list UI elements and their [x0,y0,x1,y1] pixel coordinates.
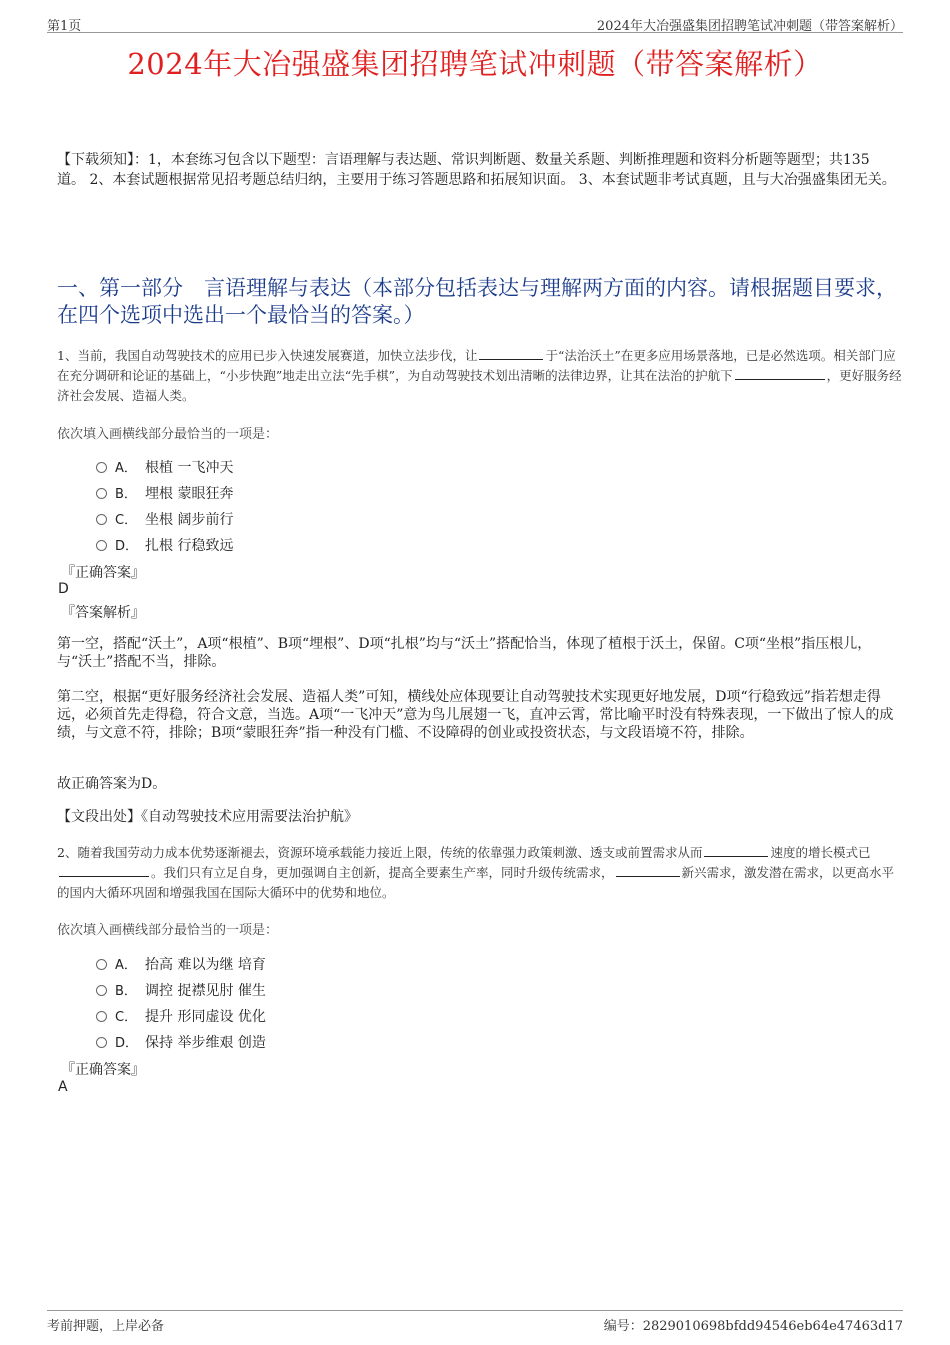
question-2-part-4: 新兴需求，激发潜在需求，以更高水平的国内大循环巩固和增强我国在国际大循环中的优势和地位。 [57,865,895,900]
question-1-analysis-1: 第一空，搭配“沃土”，A项“根植”、B项“埋根”、D项“扎根”均与“沃土”搭配恰当，体现了植根于沃土，保留。C项“坐根”指压根儿，与“沃土”搭配不当，排除。 [57,636,872,670]
question-1-analysis-3: 故正确答案为D。 [57,776,167,792]
question-1-analysis-2: 第二空，根据“更好服务经济社会发展、造福人类”可知，横线处应体现要让自动驾驶技术实现更好地发展，D项“行稳致远”指若想走得远，必须首先走得稳，符合文意，当选。A项“一飞冲天”意为鸟儿展翅一飞，直冲云霄，常比喻平时没有特殊表现，一下做出了惊人的成绩，与文意不符，排除；B项“蒙眼狂奔”指一种没有门槛、不设障碍的创业或投资状态，与文段语境不符，排除。 [57,689,894,741]
question-1-answer: D [58,581,69,597]
download-notice: 【下载须知】：1，本套练习包含以下题型：言语理解与表达题、常识判断题、数量关系题、判断推理题和资料分析题等题型；共135道。 2、本套试题根据常见招考题总结归纳，主要用于练习答题思路和拓展知识面。 3、本套试题非考试真题，且与大冶强盛集团无关。 [57,152,896,188]
footer-slogan: 考前押题，上岸必备 [47,1319,165,1334]
question-2-part-2: 速度的增长模式已 [770,845,871,860]
question-1-option-d[interactable]: D． 扎根 行稳致远 [96,535,233,555]
radio-icon[interactable] [96,959,107,970]
radio-icon[interactable] [96,540,107,551]
question-1-text [57,346,902,406]
page-number: 第1页 [47,19,82,34]
fill-blank [479,347,543,360]
question-2-option-c[interactable]: C． 提升 形同虚设 优化 [96,1006,266,1026]
question-1-part-3: ，更好服务经济社会发展、造福人类。 [57,368,902,403]
question-2-answer-label: 『正确答案』 [61,1062,145,1078]
footer-doc-id: 编号：2829010698bfdd94546eb64e47463d17 [603,1319,903,1334]
radio-icon[interactable] [96,1011,107,1022]
section-heading: 一、第一部分 言语理解与表达（本部分包括表达与理解两方面的内容。请根据题目要求，在四个选项中选出一个最恰当的答案。） [57,276,897,327]
radio-icon[interactable] [96,985,107,996]
page-footer [47,1310,903,1334]
question-1-part-1: 1、当前，我国自动驾驶技术的应用已步入快速发展赛道，加快立法步伐，让 [57,348,478,363]
document-title: 2024年大冶强盛集团招聘笔试冲刺题（带答案解析） [127,47,823,81]
radio-icon[interactable] [96,514,107,525]
question-1-source: 【文段出处】《自动驾驶技术应用需要法治护航》 [57,809,358,825]
radio-icon[interactable] [96,462,107,473]
question-2-part-3: 。我们只有立足自身，更加强调自主创新，提高全要素生产率，同时升级传统需求， [151,865,614,880]
radio-icon[interactable] [96,1037,107,1048]
question-2-prompt: 依次填入画横线部分最恰当的一项是： [57,923,279,938]
fill-blank [704,844,768,857]
question-2-text [57,843,902,903]
fill-blank [616,864,680,877]
question-1-part-2: 于“法治沃土”在更多应用场景落地，已是必然选项。相关部门应在充分调研和论证的基础上，“小步快跑”地走出立法“先手棋”，为自动驾驶技术划出清晰的法律边界，让其在法治的护航下 [57,348,896,383]
fill-blank [59,864,149,877]
question-2-part-1: 2、随着我国劳动力成本优势逐渐褪去，资源环境承载能力接近上限，传统的依靠强力政策刺激、透支或前置需求从而 [57,845,703,860]
question-1-option-b[interactable]: B． 埋根 蒙眼狂奔 [96,483,233,503]
question-1-prompt: 依次填入画横线部分最恰当的一项是： [57,427,279,442]
page-header [47,14,903,33]
header-doc-title: 2024年大冶强盛集团招聘笔试冲刺题（带答案解析） [596,19,903,34]
radio-icon[interactable] [96,488,107,499]
question-2-option-b[interactable]: B． 调控 捉襟见肘 催生 [96,980,266,1000]
fill-blank [735,367,825,380]
question-1-option-a[interactable]: A． 根植 一飞冲天 [96,457,233,477]
question-2-option-d[interactable]: D． 保持 举步维艰 创造 [96,1032,266,1052]
question-2-answer: A [58,1079,68,1095]
question-1-option-c[interactable]: C． 坐根 阔步前行 [96,509,233,529]
question-1-answer-label: 『正确答案』 [61,565,145,581]
question-2-option-a[interactable]: A． 抬高 难以为继 培育 [96,954,266,974]
question-1-analysis-label: 『答案解析』 [61,605,145,621]
